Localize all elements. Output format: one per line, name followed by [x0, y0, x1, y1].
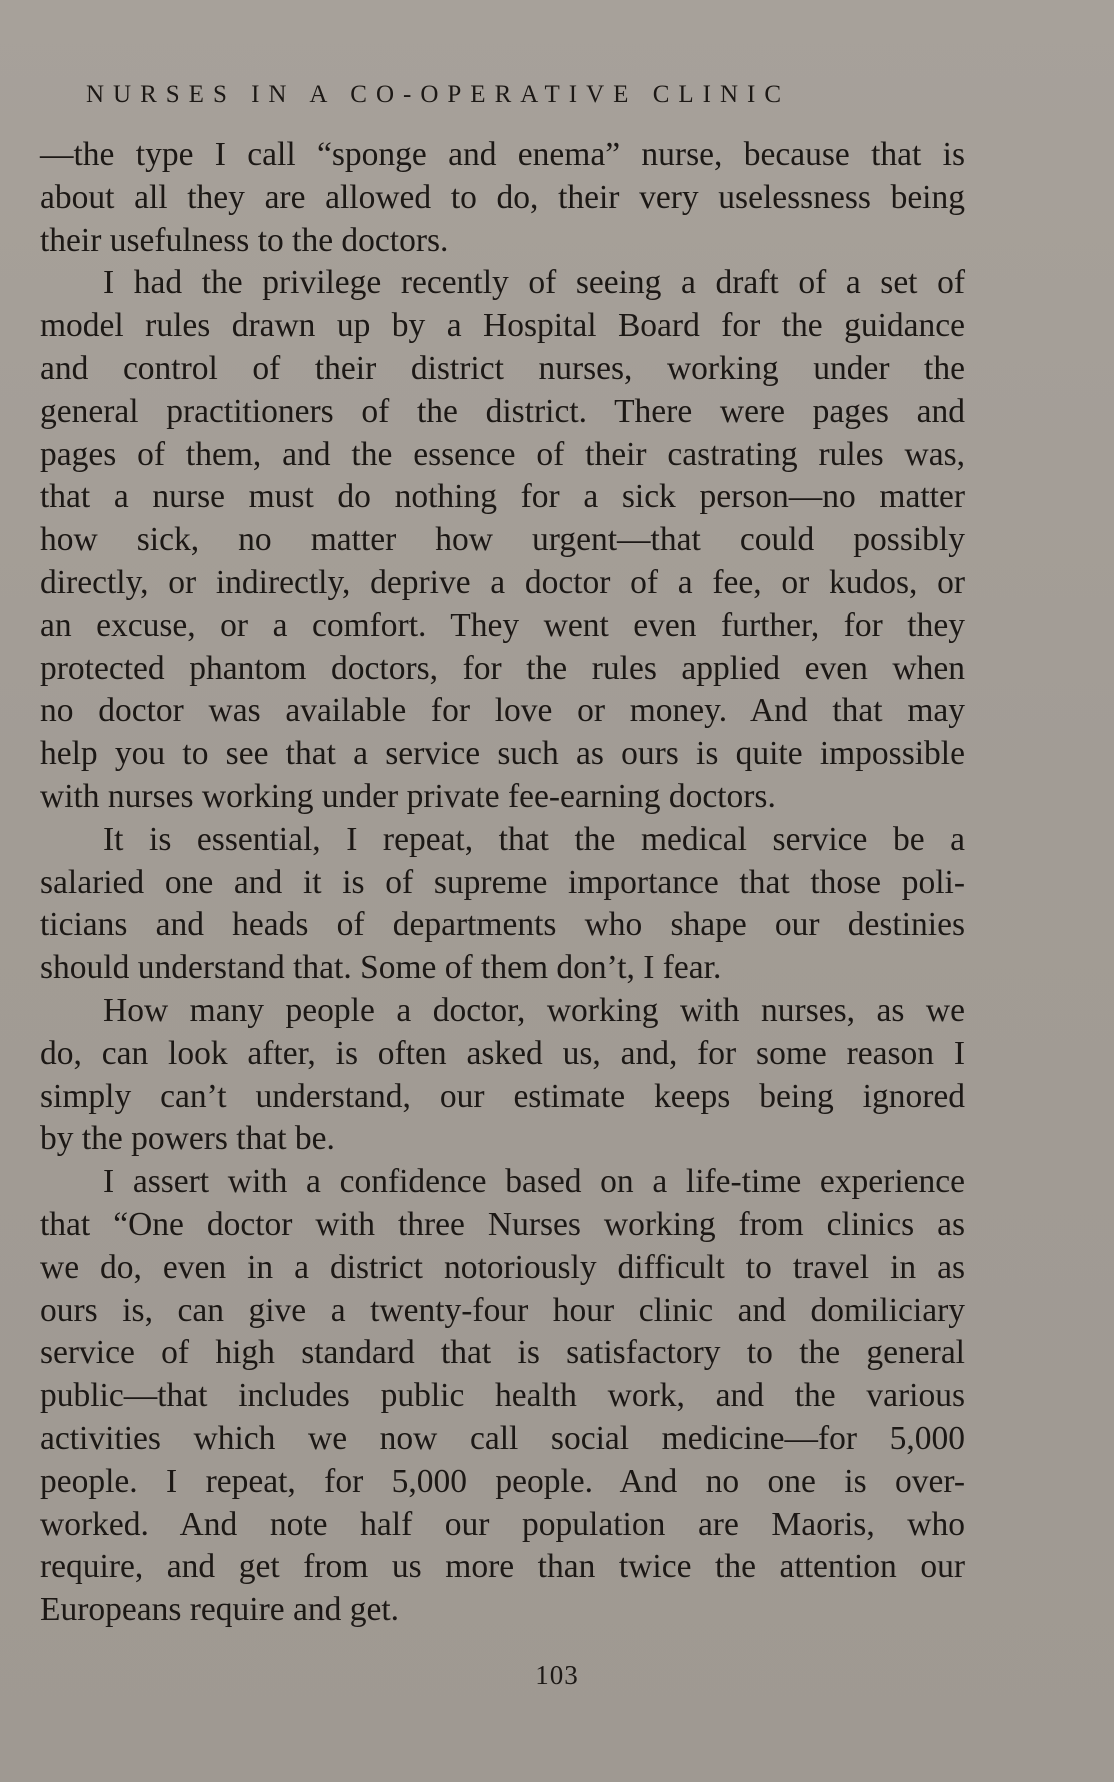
text-line: directly, or indirectly, deprive a doctor of a fee, or kudos, or [40, 563, 965, 601]
text-line: activities which we now call social medicine—for 5,000 [40, 1419, 965, 1457]
paragraph [40, 990, 965, 1161]
text-line: people. I repeat, for 5,000 people. And no one is over- [40, 1462, 965, 1500]
text-line: that “One doctor with three Nurses working from clinics as [40, 1205, 965, 1243]
text-line: protected phantom doctors, for the rules applied even when [40, 649, 965, 687]
paragraph [40, 262, 965, 818]
text-line: ours is, can give a twenty-four hour clinic and domiliciary [40, 1291, 965, 1329]
text-line: should understand that. Some of them don’t, I fear. [40, 949, 722, 987]
text-line: simply can’t understand, our estimate keeps being ignored [40, 1077, 965, 1115]
text-line: ticians and heads of departments who shape our destinies [40, 906, 965, 944]
text-line: their usefulness to the doctors. [40, 221, 449, 259]
text-line: and control of their district nurses, working under the [40, 349, 965, 387]
text-line: —the type I call “sponge and enema” nurse, because that is [40, 136, 965, 173]
text-line: do, can look after, is often asked us, and, for some reason I [40, 1034, 965, 1072]
text-line: service of high standard that is satisfactory to the general [40, 1334, 965, 1372]
text-line: how sick, no matter how urgent—that could possibly [40, 521, 965, 559]
text-line: How many people a doctor, working with nurses, as we [103, 991, 965, 1029]
text-line: salaried one and it is of supreme importance that those poli- [40, 863, 965, 901]
text-line: I assert with a confidence based on a life-time experience [103, 1163, 965, 1201]
text-line: general practitioners of the district. There were pages and [40, 392, 965, 430]
paragraph [40, 1161, 965, 1632]
page-number: 103 [535, 1660, 579, 1690]
text-line: pages of them, and the essence of their castrating rules was, [40, 435, 965, 473]
text-line: no doctor was available for love or money. And that may [40, 692, 965, 730]
text-line: require, and get from us more than twice the attention our [40, 1548, 965, 1586]
text-line: that a nurse must do nothing for a sick person—no matter [40, 478, 965, 516]
running-head: NURSES IN A CO-OPERATIVE CLINIC [86, 81, 791, 108]
text-line: public—that includes public health work, and the various [40, 1377, 965, 1415]
text-line: we do, even in a district notoriously difficult to travel in as [40, 1248, 965, 1286]
text-line: It is essential, I repeat, that the medical service be a [103, 820, 965, 858]
text-line: I had the privilege recently of seeing a draft of a set of [103, 264, 965, 302]
text-line: worked. And note half our population are Maoris, who [40, 1505, 965, 1543]
text-line: model rules drawn up by a Hospital Board for the guidance [40, 307, 965, 345]
text-line: with nurses working under private fee-earning doctors. [40, 777, 776, 815]
text-line: by the powers that be. [40, 1120, 335, 1158]
text-line: help you to see that a service such as ours is quite impossible [40, 735, 965, 773]
text-line: an excuse, or a comfort. They went even further, for they [40, 606, 965, 644]
text-line: Europeans require and get. [40, 1591, 400, 1629]
paragraph [40, 134, 965, 262]
text-line: about all they are allowed to do, their very uselessness being [40, 178, 965, 216]
paragraph [40, 819, 965, 990]
body-text [40, 134, 965, 1632]
